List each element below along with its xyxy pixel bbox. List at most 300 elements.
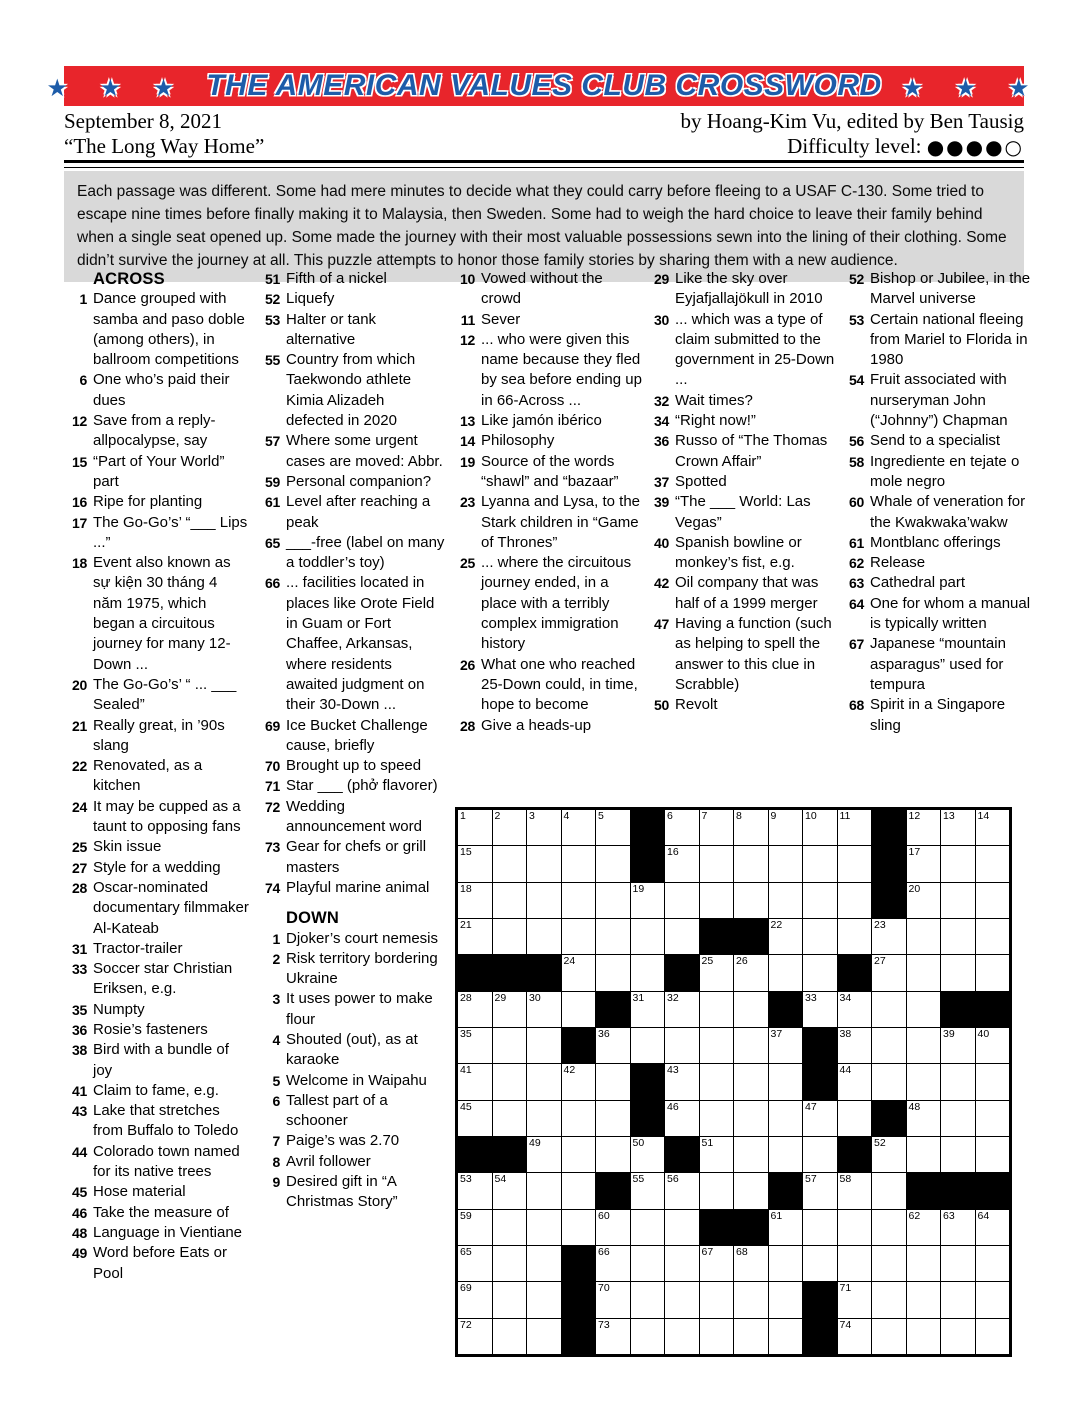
grid-cell[interactable] xyxy=(665,1028,699,1063)
grid-cell[interactable] xyxy=(734,992,768,1027)
clue xyxy=(64,452,250,493)
clue xyxy=(257,1071,445,1091)
clue-text: Word before Eats or Pool xyxy=(93,1244,227,1282)
grid-cell[interactable] xyxy=(976,1137,1010,1172)
grid-cell-black xyxy=(976,1173,1010,1208)
grid-cell[interactable] xyxy=(527,1137,561,1172)
grid-cell[interactable] xyxy=(907,955,941,990)
grid-cell[interactable] xyxy=(665,846,699,881)
clue-number: 67 xyxy=(849,636,864,653)
grid-cell[interactable] xyxy=(734,846,768,881)
clue-text: Take the measure of xyxy=(93,1203,229,1221)
grid-cell[interactable] xyxy=(941,955,975,990)
grid-cell[interactable] xyxy=(803,992,837,1027)
grid-cell[interactable] xyxy=(562,919,596,954)
grid-cell[interactable] xyxy=(734,1173,768,1208)
grid-cell[interactable] xyxy=(700,992,734,1027)
grid-cell[interactable] xyxy=(838,1101,872,1136)
grid-cell[interactable] xyxy=(493,1064,527,1099)
grid-cell[interactable] xyxy=(665,1210,699,1245)
clue-text: Whale of veneration for the Kwakwaka’wakw xyxy=(870,493,1026,531)
grid-cell[interactable] xyxy=(527,1101,561,1136)
grid-cell[interactable] xyxy=(527,883,561,918)
grid-cell[interactable] xyxy=(907,846,941,881)
grid-cell-black xyxy=(803,1064,837,1099)
clue xyxy=(452,553,644,654)
grid-cell[interactable] xyxy=(631,1137,665,1172)
clue-text: Hose material xyxy=(93,1183,186,1201)
clue-text: Spirit in a Singapore sling xyxy=(870,696,1006,734)
grid-cell[interactable] xyxy=(941,1101,975,1136)
clue xyxy=(64,756,250,797)
grid-cell[interactable] xyxy=(976,1028,1010,1063)
clue-number: 48 xyxy=(72,1224,87,1241)
grid-cell[interactable] xyxy=(596,883,630,918)
grid-cell[interactable] xyxy=(596,1210,630,1245)
grid-cell[interactable] xyxy=(631,1173,665,1208)
grid-cell[interactable] xyxy=(769,810,803,845)
cell-number: 35 xyxy=(460,1027,472,1040)
clue xyxy=(257,472,445,492)
grid-cell[interactable] xyxy=(769,883,803,918)
grid-cell[interactable] xyxy=(493,919,527,954)
clue xyxy=(64,837,250,857)
grid-cell[interactable] xyxy=(941,846,975,881)
grid-cell[interactable] xyxy=(562,1064,596,1099)
grid-cell[interactable] xyxy=(458,1173,492,1208)
grid-cell[interactable] xyxy=(700,1319,734,1354)
grid-cell[interactable] xyxy=(596,955,630,990)
grid-cell[interactable] xyxy=(700,1282,734,1317)
grid-cell[interactable] xyxy=(976,1210,1010,1245)
grid-cell[interactable] xyxy=(493,810,527,845)
grid-cell[interactable] xyxy=(976,883,1010,918)
grid-cell[interactable] xyxy=(872,1173,906,1208)
clue-text: Sever xyxy=(481,310,521,328)
clue-number: 10 xyxy=(460,271,475,287)
grid-cell[interactable] xyxy=(734,1319,768,1354)
clue xyxy=(841,573,1033,593)
grid-cell[interactable] xyxy=(458,1319,492,1354)
grid-cell[interactable] xyxy=(700,1028,734,1063)
grid-cell[interactable] xyxy=(665,883,699,918)
grid-cell[interactable] xyxy=(907,1319,941,1354)
grid-cell-black xyxy=(631,846,665,881)
grid-cell[interactable] xyxy=(872,1210,906,1245)
grid-cell-black xyxy=(562,1319,596,1354)
grid-cell[interactable] xyxy=(838,810,872,845)
clue xyxy=(646,614,838,695)
clue xyxy=(452,452,644,493)
grid-cell[interactable] xyxy=(527,810,561,845)
grid-cell[interactable] xyxy=(527,1064,561,1099)
clue-number: 3 xyxy=(272,991,280,1008)
grid-cell[interactable] xyxy=(976,810,1010,845)
clue-text: ... which was a type of claim submitted to the government in 25-Down ... xyxy=(675,310,835,389)
grid-cell[interactable] xyxy=(562,1173,596,1208)
grid-cell[interactable] xyxy=(769,1246,803,1281)
grid-cell[interactable] xyxy=(838,1173,872,1208)
grid-cell[interactable] xyxy=(976,955,1010,990)
grid-cell-black xyxy=(734,1210,768,1245)
grid-cell[interactable] xyxy=(769,1319,803,1354)
cell-number: 8 xyxy=(736,810,742,822)
clue-number: 20 xyxy=(72,676,87,693)
clue xyxy=(64,553,250,675)
grid-cell[interactable] xyxy=(665,992,699,1027)
cell-number: 31 xyxy=(632,991,645,1004)
grid-cell[interactable] xyxy=(907,1282,941,1317)
grid-cell[interactable] xyxy=(907,1101,941,1136)
grid-cell[interactable] xyxy=(596,810,630,845)
intro-note: Each passage was different. Some had mere minutes to decide what they could carry before fleeing to a USAF C-130. Some tried to escape nine times before finally making it to Malaysia, then Sweden. Some had to weigh the hard choice to leave their family behind when a single seat opened up. Some made the journey with their most valuable possessions sewn into the lining of their clothing. Some didn’t survive the journey at all. This puzzle attempts to honor those family stories by sharing them with a new audience. xyxy=(64,171,1024,282)
grid-cell[interactable] xyxy=(596,1246,630,1281)
grid-cell[interactable] xyxy=(941,1319,975,1354)
grid-cell[interactable] xyxy=(769,1101,803,1136)
grid-cell[interactable] xyxy=(527,1282,561,1317)
grid-cell[interactable] xyxy=(734,1028,768,1063)
grid-cell[interactable] xyxy=(665,1101,699,1136)
grid-cell[interactable] xyxy=(562,883,596,918)
grid-cell[interactable] xyxy=(734,1282,768,1317)
cell-number: 16 xyxy=(667,846,679,859)
cell-number: 47 xyxy=(805,1100,817,1113)
grid-cell[interactable] xyxy=(700,1064,734,1099)
grid-cell[interactable] xyxy=(769,1064,803,1099)
grid-cell[interactable] xyxy=(872,992,906,1027)
grid-cell[interactable] xyxy=(665,1246,699,1281)
grid-cell[interactable] xyxy=(562,955,596,990)
clue-number: 66 xyxy=(265,575,280,592)
grid-cell[interactable] xyxy=(976,1282,1010,1317)
grid-cell[interactable] xyxy=(700,883,734,918)
grid-cell[interactable] xyxy=(769,955,803,990)
grid-cell[interactable] xyxy=(665,1319,699,1354)
grid-cell[interactable] xyxy=(527,1210,561,1245)
clue-text: Really great, in ’90s slang xyxy=(93,716,225,754)
grid-cell[interactable] xyxy=(631,1210,665,1245)
grid-cell[interactable] xyxy=(769,1137,803,1172)
clue xyxy=(257,289,445,309)
grid-cell[interactable] xyxy=(803,1210,837,1245)
grid-cell[interactable] xyxy=(769,1282,803,1317)
clue-text: Style for a wedding xyxy=(93,858,221,876)
grid-cell[interactable] xyxy=(803,955,837,990)
clue-number: 6 xyxy=(272,1092,280,1109)
grid-cell[interactable] xyxy=(493,1210,527,1245)
grid-cell[interactable] xyxy=(941,1028,975,1063)
grid-cell[interactable] xyxy=(700,1137,734,1172)
clue xyxy=(841,634,1033,695)
grid-cell[interactable] xyxy=(596,1137,630,1172)
grid-cell[interactable] xyxy=(458,1028,492,1063)
clue-text: Dance grouped with samba and paso doble (among others), in ballroom competitions xyxy=(93,290,245,369)
grid-cell[interactable] xyxy=(631,1246,665,1281)
grid-cell[interactable] xyxy=(458,1064,492,1099)
grid-cell[interactable] xyxy=(596,1101,630,1136)
grid-cell[interactable] xyxy=(907,992,941,1027)
grid-cell[interactable] xyxy=(907,810,941,845)
grid-cell[interactable] xyxy=(493,1282,527,1317)
grid-cell[interactable] xyxy=(631,1028,665,1063)
grid-cell[interactable] xyxy=(562,810,596,845)
grid-cell[interactable] xyxy=(838,846,872,881)
grid-cell[interactable] xyxy=(596,919,630,954)
grid-cell[interactable] xyxy=(562,1210,596,1245)
cell-number: 37 xyxy=(770,1027,783,1040)
grid-cell[interactable] xyxy=(665,810,699,845)
clue-number: 25 xyxy=(460,555,475,572)
grid-cell[interactable] xyxy=(596,846,630,881)
grid-cell[interactable] xyxy=(527,1173,561,1208)
clue-number: 73 xyxy=(265,839,280,856)
grid-cell[interactable] xyxy=(838,883,872,918)
grid-cell[interactable] xyxy=(665,1173,699,1208)
clue xyxy=(841,594,1033,635)
grid-cell[interactable] xyxy=(631,992,665,1027)
grid-cell[interactable] xyxy=(803,1101,837,1136)
grid-cell[interactable] xyxy=(458,919,492,954)
clue-number: 36 xyxy=(654,433,669,450)
grid-cell[interactable] xyxy=(907,1210,941,1245)
grid-cell[interactable] xyxy=(596,1282,630,1317)
grid-cell[interactable] xyxy=(734,810,768,845)
cell-number: 32 xyxy=(667,991,679,1004)
grid-cell[interactable] xyxy=(838,1282,872,1317)
clue-column-2 xyxy=(257,269,445,1213)
cell-number: 46 xyxy=(667,1100,679,1113)
clue-number: 22 xyxy=(72,758,87,775)
clue-number: 47 xyxy=(654,616,669,633)
grid-cell[interactable] xyxy=(803,810,837,845)
grid-cell[interactable] xyxy=(458,992,492,1027)
grid-cell[interactable] xyxy=(976,846,1010,881)
cell-number: 40 xyxy=(977,1027,990,1040)
grid-cell[interactable] xyxy=(562,992,596,1027)
grid-cell[interactable] xyxy=(700,1173,734,1208)
clue-text: Spanish bowline or monkey’s fist, e.g. xyxy=(675,533,802,572)
grid-cell[interactable] xyxy=(734,1101,768,1136)
clue-number: 40 xyxy=(654,534,669,551)
grid-cell[interactable] xyxy=(907,1064,941,1099)
grid-cell[interactable] xyxy=(458,846,492,881)
grid-cell[interactable] xyxy=(458,810,492,845)
grid-cell[interactable] xyxy=(872,1246,906,1281)
clue-number: 56 xyxy=(849,433,864,450)
grid-cell[interactable] xyxy=(493,1028,527,1063)
grid-cell[interactable] xyxy=(631,883,665,918)
clue-text: Renovated, as a kitchen xyxy=(93,757,203,795)
grid-cell[interactable] xyxy=(493,1101,527,1136)
clue xyxy=(646,310,838,391)
clue xyxy=(64,797,250,838)
grid-cell[interactable] xyxy=(838,1210,872,1245)
grid-cell[interactable] xyxy=(872,1064,906,1099)
grid-cell[interactable] xyxy=(838,1246,872,1281)
grid-cell[interactable] xyxy=(458,1101,492,1136)
grid-cell[interactable] xyxy=(527,1028,561,1063)
grid-cell-black xyxy=(872,883,906,918)
grid-cell[interactable] xyxy=(872,1282,906,1317)
clue-text: It may be cupped as a taunt to opposing fans xyxy=(93,797,241,836)
grid-cell[interactable] xyxy=(838,1319,872,1354)
cell-number: 3 xyxy=(529,810,535,822)
cell-number: 73 xyxy=(598,1318,610,1331)
clue xyxy=(64,1142,250,1183)
grid-cell[interactable] xyxy=(631,1282,665,1317)
grid-cell[interactable] xyxy=(665,919,699,954)
clue-text: Bishop or Jubilee, in the Marvel universe xyxy=(870,270,1031,308)
grid-cell[interactable] xyxy=(872,955,906,990)
cell-number: 1 xyxy=(460,810,466,822)
clue-column-3 xyxy=(452,269,644,736)
clue xyxy=(646,533,838,574)
grid-cell[interactable] xyxy=(596,1064,630,1099)
grid-cell[interactable] xyxy=(872,1137,906,1172)
grid-cell[interactable] xyxy=(734,955,768,990)
clue xyxy=(64,1081,250,1101)
grid-cell[interactable] xyxy=(941,919,975,954)
grid-cell-black xyxy=(665,955,699,990)
grid-cell[interactable] xyxy=(907,919,941,954)
grid-cell[interactable] xyxy=(872,919,906,954)
difficulty xyxy=(680,134,1024,160)
clue-number: 52 xyxy=(265,291,280,308)
grid-cell[interactable] xyxy=(769,919,803,954)
grid-cell[interactable] xyxy=(596,1319,630,1354)
grid-cell[interactable] xyxy=(734,1064,768,1099)
grid-cell[interactable] xyxy=(527,846,561,881)
cell-number: 43 xyxy=(667,1064,679,1077)
grid-cell[interactable] xyxy=(562,1137,596,1172)
clue-text: Source of the words “shawl” and “bazaar” xyxy=(481,452,619,490)
grid-cell[interactable] xyxy=(562,846,596,881)
grid-cell[interactable] xyxy=(769,1028,803,1063)
grid-cell[interactable] xyxy=(838,1064,872,1099)
clue xyxy=(64,1040,250,1081)
grid-cell[interactable] xyxy=(803,1246,837,1281)
grid-cell[interactable] xyxy=(527,1319,561,1354)
cell-number: 38 xyxy=(839,1027,852,1040)
grid-cell[interactable] xyxy=(976,1246,1010,1281)
grid-cell[interactable] xyxy=(907,1137,941,1172)
grid-cell[interactable] xyxy=(700,846,734,881)
clue-number: 21 xyxy=(72,717,87,734)
grid-cell[interactable] xyxy=(734,1246,768,1281)
grid-cell[interactable] xyxy=(872,1319,906,1354)
grid-cell[interactable] xyxy=(803,1137,837,1172)
grid-cell[interactable] xyxy=(941,1064,975,1099)
clue-number: 49 xyxy=(72,1245,87,1262)
clue-number: 1 xyxy=(272,930,280,947)
clue-text: Welcome in Waipahu xyxy=(286,1071,427,1089)
grid-cell[interactable] xyxy=(941,1246,975,1281)
grid-cell[interactable] xyxy=(493,846,527,881)
grid-cell[interactable] xyxy=(493,1173,527,1208)
clue-text: Avril follower xyxy=(286,1152,371,1170)
grid-cell[interactable] xyxy=(596,1028,630,1063)
grid-cell[interactable] xyxy=(769,1210,803,1245)
grid-cell[interactable] xyxy=(527,992,561,1027)
grid-cell[interactable] xyxy=(941,1282,975,1317)
grid-cell-black xyxy=(631,1064,665,1099)
clue-number: 58 xyxy=(849,453,864,470)
grid-cell[interactable] xyxy=(941,1210,975,1245)
grid-cell[interactable] xyxy=(803,1173,837,1208)
grid-cell[interactable] xyxy=(665,1064,699,1099)
clue xyxy=(841,431,1033,451)
grid-cell[interactable] xyxy=(838,919,872,954)
grid-cell[interactable] xyxy=(631,919,665,954)
clue xyxy=(64,1223,250,1243)
clue-number: 34 xyxy=(654,413,669,430)
grid-cell[interactable] xyxy=(527,919,561,954)
grid-cell[interactable] xyxy=(907,1246,941,1281)
grid-cell[interactable] xyxy=(872,1028,906,1063)
grid-cell[interactable] xyxy=(700,955,734,990)
grid-cell[interactable] xyxy=(769,846,803,881)
grid-cell[interactable] xyxy=(838,992,872,1027)
grid-cell[interactable] xyxy=(493,1246,527,1281)
cell-number: 58 xyxy=(839,1173,852,1186)
clue-number: 72 xyxy=(265,798,280,815)
grid-cell[interactable] xyxy=(976,1319,1010,1354)
clue-number: 51 xyxy=(265,271,280,287)
grid-cell[interactable] xyxy=(734,883,768,918)
grid-cell[interactable] xyxy=(665,1282,699,1317)
clue-number: 11 xyxy=(460,311,475,328)
grid-cell-black xyxy=(562,1282,596,1317)
clue xyxy=(646,573,838,614)
grid-cell[interactable] xyxy=(941,883,975,918)
grid-cell[interactable] xyxy=(941,810,975,845)
grid-cell[interactable] xyxy=(976,919,1010,954)
grid-cell[interactable] xyxy=(803,883,837,918)
grid-cell[interactable] xyxy=(458,883,492,918)
clue xyxy=(646,411,838,431)
grid-cell[interactable] xyxy=(631,955,665,990)
grid-cell[interactable] xyxy=(907,1028,941,1063)
grid-cell[interactable] xyxy=(907,883,941,918)
grid-cell[interactable] xyxy=(734,1137,768,1172)
grid-cell[interactable] xyxy=(700,810,734,845)
grid-cell[interactable] xyxy=(458,1210,492,1245)
clue-text: Skin issue xyxy=(93,838,162,856)
grid-cell[interactable] xyxy=(838,1028,872,1063)
grid-cell[interactable] xyxy=(458,1246,492,1281)
clue xyxy=(646,492,838,533)
clue-number: 50 xyxy=(654,697,669,714)
clue-number: 74 xyxy=(265,879,280,896)
clue-number: 2 xyxy=(272,950,280,967)
grid-cell[interactable] xyxy=(803,919,837,954)
grid-cell[interactable] xyxy=(493,992,527,1027)
grid-cell[interactable] xyxy=(493,883,527,918)
grid-cell[interactable] xyxy=(700,1246,734,1281)
grid-cell[interactable] xyxy=(458,1282,492,1317)
grid-cell[interactable] xyxy=(976,1101,1010,1136)
grid-cell[interactable] xyxy=(976,1064,1010,1099)
grid-cell[interactable] xyxy=(631,1319,665,1354)
grid-cell[interactable] xyxy=(562,1101,596,1136)
grid-cell[interactable] xyxy=(493,1319,527,1354)
grid-cell[interactable] xyxy=(527,1246,561,1281)
grid-cell[interactable] xyxy=(941,1137,975,1172)
clue-number: 46 xyxy=(72,1204,87,1221)
grid-cell[interactable] xyxy=(803,846,837,881)
puzzle-title: “The Long Way Home” xyxy=(64,134,265,158)
grid-cell[interactable] xyxy=(700,1101,734,1136)
